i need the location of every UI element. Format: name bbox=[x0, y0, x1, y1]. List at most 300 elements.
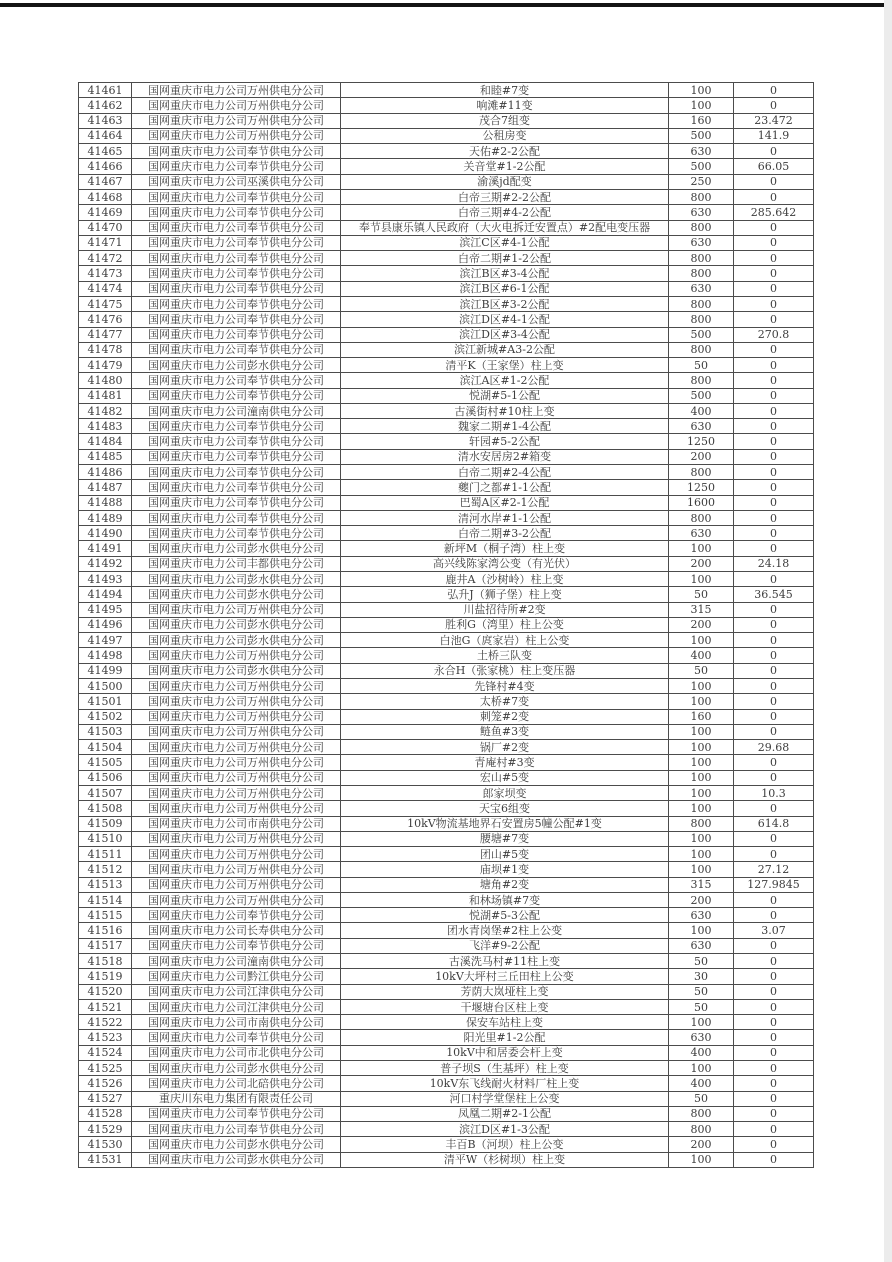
cell-company: 国网重庆市电力公司彭水供电分公司 bbox=[132, 1152, 341, 1167]
cell-value: 0 bbox=[734, 98, 814, 113]
cell-id: 41523 bbox=[79, 1030, 132, 1045]
cell-company: 国网重庆市电力公司万州供电分公司 bbox=[132, 877, 341, 892]
cell-capacity: 100 bbox=[669, 694, 734, 709]
cell-id: 41487 bbox=[79, 480, 132, 495]
cell-capacity: 100 bbox=[669, 785, 734, 800]
cell-id: 41493 bbox=[79, 572, 132, 587]
cell-value: 0 bbox=[734, 709, 814, 724]
cell-company: 国网重庆市电力公司奉节供电分公司 bbox=[132, 296, 341, 311]
cell-value: 23.472 bbox=[734, 113, 814, 128]
cell-company: 国网重庆市电力公司万州供电分公司 bbox=[132, 724, 341, 739]
cell-value: 0 bbox=[734, 694, 814, 709]
cell-company: 国网重庆市电力公司奉节供电分公司 bbox=[132, 1106, 341, 1121]
cell-value: 29.68 bbox=[734, 740, 814, 755]
cell-name: 和睦#7变 bbox=[341, 83, 669, 98]
cell-name: 腰塘#7变 bbox=[341, 831, 669, 846]
cell-value: 0 bbox=[734, 938, 814, 953]
cell-name: 永合H（张家桃）柱上变压器 bbox=[341, 663, 669, 678]
cell-capacity: 200 bbox=[669, 556, 734, 571]
table-row bbox=[79, 510, 814, 525]
cell-capacity: 630 bbox=[669, 144, 734, 159]
cell-value: 0 bbox=[734, 1061, 814, 1076]
cell-name: 滨江D区#1-3公配 bbox=[341, 1122, 669, 1137]
cell-id: 41468 bbox=[79, 189, 132, 204]
page-top-rule bbox=[0, 3, 884, 7]
cell-company: 国网重庆市电力公司彭水供电分公司 bbox=[132, 1137, 341, 1152]
cell-company: 国网重庆市电力公司长寿供电分公司 bbox=[132, 923, 341, 938]
cell-company: 国网重庆市电力公司奉节供电分公司 bbox=[132, 159, 341, 174]
cell-capacity: 315 bbox=[669, 602, 734, 617]
table-row bbox=[79, 892, 814, 907]
cell-company: 国网重庆市电力公司奉节供电分公司 bbox=[132, 526, 341, 541]
cell-id: 41504 bbox=[79, 740, 132, 755]
cell-name: 刺笼#2变 bbox=[341, 709, 669, 724]
table-row bbox=[79, 862, 814, 877]
table-row bbox=[79, 1015, 814, 1030]
table-row bbox=[79, 83, 814, 98]
cell-id: 41517 bbox=[79, 938, 132, 953]
table-row bbox=[79, 1061, 814, 1076]
cell-value: 0 bbox=[734, 1122, 814, 1137]
table-row bbox=[79, 938, 814, 953]
cell-value: 0 bbox=[734, 144, 814, 159]
cell-id: 41483 bbox=[79, 419, 132, 434]
cell-name: 滨江D区#4-1公配 bbox=[341, 312, 669, 327]
cell-company: 国网重庆市电力公司奉节供电分公司 bbox=[132, 1030, 341, 1045]
cell-company: 国网重庆市电力公司市北供电分公司 bbox=[132, 1045, 341, 1060]
cell-company: 国网重庆市电力公司万州供电分公司 bbox=[132, 740, 341, 755]
cell-capacity: 100 bbox=[669, 831, 734, 846]
cell-id: 41505 bbox=[79, 755, 132, 770]
cell-value: 0 bbox=[734, 847, 814, 862]
cell-id: 41503 bbox=[79, 724, 132, 739]
cell-id: 41506 bbox=[79, 770, 132, 785]
cell-id: 41514 bbox=[79, 892, 132, 907]
cell-company: 国网重庆市电力公司黔江供电分公司 bbox=[132, 969, 341, 984]
cell-capacity: 400 bbox=[669, 403, 734, 418]
table-row bbox=[79, 663, 814, 678]
table-row bbox=[79, 694, 814, 709]
table-row bbox=[79, 984, 814, 999]
cell-capacity: 100 bbox=[669, 633, 734, 648]
cell-capacity: 50 bbox=[669, 954, 734, 969]
cell-name: 滨江新城#A3-2公配 bbox=[341, 342, 669, 357]
cell-name: 魏家二期#1-4公配 bbox=[341, 419, 669, 434]
table-row bbox=[79, 709, 814, 724]
cell-id: 41521 bbox=[79, 999, 132, 1014]
cell-capacity: 50 bbox=[669, 1091, 734, 1106]
cell-company: 国网重庆市电力公司奉节供电分公司 bbox=[132, 510, 341, 525]
table-row bbox=[79, 1106, 814, 1121]
cell-capacity: 100 bbox=[669, 862, 734, 877]
cell-id: 41495 bbox=[79, 602, 132, 617]
cell-company: 国网重庆市电力公司市南供电分公司 bbox=[132, 816, 341, 831]
cell-value: 0 bbox=[734, 1152, 814, 1167]
cell-name: 塘角#2变 bbox=[341, 877, 669, 892]
cell-capacity: 630 bbox=[669, 938, 734, 953]
cell-company: 国网重庆市电力公司彭水供电分公司 bbox=[132, 541, 341, 556]
cell-company: 国网重庆市电力公司万州供电分公司 bbox=[132, 847, 341, 862]
cell-value: 0 bbox=[734, 251, 814, 266]
cell-id: 41465 bbox=[79, 144, 132, 159]
cell-capacity: 100 bbox=[669, 83, 734, 98]
cell-name: 弘升J（狮子堡）柱上变 bbox=[341, 587, 669, 602]
cell-company: 国网重庆市电力公司奉节供电分公司 bbox=[132, 434, 341, 449]
cell-id: 41473 bbox=[79, 266, 132, 281]
cell-capacity: 800 bbox=[669, 465, 734, 480]
cell-name: 和林场镇#7变 bbox=[341, 892, 669, 907]
cell-id: 41492 bbox=[79, 556, 132, 571]
cell-name: 白帝二期#2-4公配 bbox=[341, 465, 669, 480]
table-row bbox=[79, 1152, 814, 1167]
cell-company: 国网重庆市电力公司奉节供电分公司 bbox=[132, 312, 341, 327]
table-row bbox=[79, 1122, 814, 1137]
cell-capacity: 100 bbox=[669, 1015, 734, 1030]
cell-value: 0 bbox=[734, 770, 814, 785]
table-row bbox=[79, 434, 814, 449]
table-row bbox=[79, 403, 814, 418]
cell-name: 轩园#5-2公配 bbox=[341, 434, 669, 449]
cell-name: 新坪M（桐子湾）柱上变 bbox=[341, 541, 669, 556]
cell-id: 41524 bbox=[79, 1045, 132, 1060]
cell-id: 41475 bbox=[79, 296, 132, 311]
cell-capacity: 200 bbox=[669, 449, 734, 464]
cell-value: 0 bbox=[734, 83, 814, 98]
table-row bbox=[79, 312, 814, 327]
cell-capacity: 100 bbox=[669, 1061, 734, 1076]
cell-id: 41509 bbox=[79, 816, 132, 831]
cell-id: 41530 bbox=[79, 1137, 132, 1152]
cell-id: 41529 bbox=[79, 1122, 132, 1137]
cell-company: 国网重庆市电力公司奉节供电分公司 bbox=[132, 419, 341, 434]
cell-capacity: 1600 bbox=[669, 495, 734, 510]
table-row bbox=[79, 419, 814, 434]
cell-company: 国网重庆市电力公司彭水供电分公司 bbox=[132, 617, 341, 632]
cell-company: 国网重庆市电力公司奉节供电分公司 bbox=[132, 373, 341, 388]
table-row bbox=[79, 465, 814, 480]
cell-name: 锅厂#2变 bbox=[341, 740, 669, 755]
cell-value: 0 bbox=[734, 541, 814, 556]
cell-company: 国网重庆市电力公司潼南供电分公司 bbox=[132, 403, 341, 418]
cell-name: 胜利G（湾里）柱上公变 bbox=[341, 617, 669, 632]
table-row bbox=[79, 572, 814, 587]
cell-capacity: 800 bbox=[669, 816, 734, 831]
cell-id: 41502 bbox=[79, 709, 132, 724]
cell-capacity: 500 bbox=[669, 388, 734, 403]
cell-name: 白帝二期#3-2公配 bbox=[341, 526, 669, 541]
cell-id: 41482 bbox=[79, 403, 132, 418]
cell-id: 41467 bbox=[79, 174, 132, 189]
cell-name: 河口村学堂堡柱上公变 bbox=[341, 1091, 669, 1106]
cell-company: 国网重庆市电力公司江津供电分公司 bbox=[132, 984, 341, 999]
cell-company: 国网重庆市电力公司万州供电分公司 bbox=[132, 831, 341, 846]
cell-id: 41479 bbox=[79, 358, 132, 373]
cell-company: 国网重庆市电力公司万州供电分公司 bbox=[132, 770, 341, 785]
cell-capacity: 630 bbox=[669, 281, 734, 296]
table-row bbox=[79, 831, 814, 846]
cell-value: 0 bbox=[734, 892, 814, 907]
cell-id: 41516 bbox=[79, 923, 132, 938]
cell-value: 0 bbox=[734, 373, 814, 388]
cell-value: 0 bbox=[734, 1045, 814, 1060]
table-row bbox=[79, 740, 814, 755]
cell-value: 0 bbox=[734, 235, 814, 250]
table-row bbox=[79, 220, 814, 235]
cell-company: 国网重庆市电力公司彭水供电分公司 bbox=[132, 572, 341, 587]
cell-capacity: 50 bbox=[669, 999, 734, 1014]
cell-name: 白帝三期#2-2公配 bbox=[341, 189, 669, 204]
cell-name: 滨江B区#3-2公配 bbox=[341, 296, 669, 311]
table-row bbox=[79, 251, 814, 266]
cell-value: 0 bbox=[734, 1137, 814, 1152]
table-row bbox=[79, 816, 814, 831]
cell-id: 41470 bbox=[79, 220, 132, 235]
cell-capacity: 800 bbox=[669, 296, 734, 311]
cell-value: 0 bbox=[734, 801, 814, 816]
cell-value: 66.05 bbox=[734, 159, 814, 174]
table-row bbox=[79, 342, 814, 357]
cell-name: 清河水岸#1-1公配 bbox=[341, 510, 669, 525]
table-row bbox=[79, 587, 814, 602]
cell-name: 天佑#2-2公配 bbox=[341, 144, 669, 159]
cell-value: 0 bbox=[734, 617, 814, 632]
cell-name: 滨江B区#6-1公配 bbox=[341, 281, 669, 296]
cell-value: 0 bbox=[734, 388, 814, 403]
table-row bbox=[79, 801, 814, 816]
cell-company: 国网重庆市电力公司巫溪供电分公司 bbox=[132, 174, 341, 189]
cell-value: 3.07 bbox=[734, 923, 814, 938]
table-row bbox=[79, 235, 814, 250]
cell-id: 41520 bbox=[79, 984, 132, 999]
cell-name: 鹿井A（沙树岭）柱上变 bbox=[341, 572, 669, 587]
cell-id: 41489 bbox=[79, 510, 132, 525]
cell-value: 0 bbox=[734, 908, 814, 923]
table-row bbox=[79, 648, 814, 663]
cell-company: 国网重庆市电力公司奉节供电分公司 bbox=[132, 342, 341, 357]
cell-value: 0 bbox=[734, 831, 814, 846]
cell-id: 41478 bbox=[79, 342, 132, 357]
cell-company: 国网重庆市电力公司万州供电分公司 bbox=[132, 83, 341, 98]
cell-name: 滨江C区#4-1公配 bbox=[341, 235, 669, 250]
cell-value: 0 bbox=[734, 434, 814, 449]
cell-company: 国网重庆市电力公司奉节供电分公司 bbox=[132, 495, 341, 510]
cell-name: 高兴线陈家湾公变（有光伏） bbox=[341, 556, 669, 571]
cell-id: 41526 bbox=[79, 1076, 132, 1091]
cell-capacity: 50 bbox=[669, 358, 734, 373]
cell-value: 0 bbox=[734, 1091, 814, 1106]
cell-capacity: 50 bbox=[669, 984, 734, 999]
table-row bbox=[79, 296, 814, 311]
table-row bbox=[79, 724, 814, 739]
table-row bbox=[79, 480, 814, 495]
cell-capacity: 800 bbox=[669, 1122, 734, 1137]
cell-company: 国网重庆市电力公司万州供电分公司 bbox=[132, 755, 341, 770]
table-row bbox=[79, 770, 814, 785]
table-row bbox=[79, 617, 814, 632]
cell-name: 白帝三期#4-2公配 bbox=[341, 205, 669, 220]
cell-value: 0 bbox=[734, 296, 814, 311]
table-row bbox=[79, 1045, 814, 1060]
cell-capacity: 800 bbox=[669, 342, 734, 357]
cell-company: 国网重庆市电力公司奉节供电分公司 bbox=[132, 266, 341, 281]
cell-capacity: 400 bbox=[669, 1045, 734, 1060]
cell-name: 奉节县康乐镇人民政府（大火电拆迁安置点）#2配电变压器 bbox=[341, 220, 669, 235]
cell-value: 0 bbox=[734, 633, 814, 648]
cell-name: 太桥#7变 bbox=[341, 694, 669, 709]
table-row bbox=[79, 755, 814, 770]
table-body bbox=[79, 83, 814, 1168]
cell-capacity: 800 bbox=[669, 266, 734, 281]
cell-name: 关音堂#1-2公配 bbox=[341, 159, 669, 174]
cell-name: 团水青岗堡#2柱上公变 bbox=[341, 923, 669, 938]
table-row bbox=[79, 98, 814, 113]
table-row bbox=[79, 602, 814, 617]
cell-id: 41510 bbox=[79, 831, 132, 846]
cell-name: 滨江D区#3-4公配 bbox=[341, 327, 669, 342]
cell-name: 天宝6组变 bbox=[341, 801, 669, 816]
cell-company: 国网重庆市电力公司万州供电分公司 bbox=[132, 113, 341, 128]
cell-company: 国网重庆市电力公司奉节供电分公司 bbox=[132, 251, 341, 266]
cell-name: 古溪街村#10柱上变 bbox=[341, 403, 669, 418]
table-row bbox=[79, 327, 814, 342]
cell-name: 飞洋#9-2公配 bbox=[341, 938, 669, 953]
cell-capacity: 800 bbox=[669, 373, 734, 388]
table-row bbox=[79, 449, 814, 464]
cell-company: 国网重庆市电力公司奉节供电分公司 bbox=[132, 449, 341, 464]
cell-capacity: 800 bbox=[669, 312, 734, 327]
cell-name: 郎家坝变 bbox=[341, 785, 669, 800]
cell-company: 国网重庆市电力公司奉节供电分公司 bbox=[132, 327, 341, 342]
cell-value: 0 bbox=[734, 526, 814, 541]
cell-value: 0 bbox=[734, 510, 814, 525]
cell-capacity: 100 bbox=[669, 1152, 734, 1167]
table-row bbox=[79, 189, 814, 204]
cell-capacity: 100 bbox=[669, 755, 734, 770]
cell-value: 0 bbox=[734, 1076, 814, 1091]
table-row bbox=[79, 633, 814, 648]
cell-capacity: 800 bbox=[669, 251, 734, 266]
table-row bbox=[79, 113, 814, 128]
cell-id: 41512 bbox=[79, 862, 132, 877]
cell-id: 41474 bbox=[79, 281, 132, 296]
table-row bbox=[79, 541, 814, 556]
cell-capacity: 800 bbox=[669, 220, 734, 235]
cell-capacity: 160 bbox=[669, 113, 734, 128]
cell-value: 141.9 bbox=[734, 128, 814, 143]
cell-capacity: 200 bbox=[669, 617, 734, 632]
cell-company: 国网重庆市电力公司奉节供电分公司 bbox=[132, 938, 341, 953]
cell-id: 41481 bbox=[79, 388, 132, 403]
cell-name: 清平K（王家堡）柱上变 bbox=[341, 358, 669, 373]
cell-value: 285.642 bbox=[734, 205, 814, 220]
cell-id: 41462 bbox=[79, 98, 132, 113]
cell-company: 国网重庆市电力公司万州供电分公司 bbox=[132, 709, 341, 724]
table-row bbox=[79, 999, 814, 1014]
cell-name: 悦湖#5-3公配 bbox=[341, 908, 669, 923]
cell-value: 24.18 bbox=[734, 556, 814, 571]
cell-id: 41472 bbox=[79, 251, 132, 266]
cell-company: 国网重庆市电力公司奉节供电分公司 bbox=[132, 1122, 341, 1137]
cell-name: 古溪洗马村#11柱上变 bbox=[341, 954, 669, 969]
cell-value: 0 bbox=[734, 449, 814, 464]
cell-name: 夔门之都#1-1公配 bbox=[341, 480, 669, 495]
cell-company: 国网重庆市电力公司彭水供电分公司 bbox=[132, 1061, 341, 1076]
cell-capacity: 50 bbox=[669, 663, 734, 678]
cell-id: 41463 bbox=[79, 113, 132, 128]
table-row bbox=[79, 526, 814, 541]
table-row bbox=[79, 205, 814, 220]
cell-name: 巴蜀A区#2-1公配 bbox=[341, 495, 669, 510]
cell-company: 国网重庆市电力公司彭水供电分公司 bbox=[132, 663, 341, 678]
cell-id: 41522 bbox=[79, 1015, 132, 1030]
cell-name: 10kV东飞线耐火材料厂柱上变 bbox=[341, 1076, 669, 1091]
table-row bbox=[79, 144, 814, 159]
table-row bbox=[79, 954, 814, 969]
cell-capacity: 100 bbox=[669, 847, 734, 862]
cell-name: 保安车站柱上变 bbox=[341, 1015, 669, 1030]
cell-value: 0 bbox=[734, 648, 814, 663]
cell-id: 41501 bbox=[79, 694, 132, 709]
page-right-edge bbox=[884, 0, 892, 1262]
cell-id: 41498 bbox=[79, 648, 132, 663]
cell-id: 41508 bbox=[79, 801, 132, 816]
table-row bbox=[79, 495, 814, 510]
cell-value: 0 bbox=[734, 465, 814, 480]
table-row bbox=[79, 923, 814, 938]
cell-company: 国网重庆市电力公司万州供电分公司 bbox=[132, 648, 341, 663]
cell-capacity: 100 bbox=[669, 98, 734, 113]
cell-name: 10kV中和居委会杆上变 bbox=[341, 1045, 669, 1060]
cell-value: 27.12 bbox=[734, 862, 814, 877]
cell-capacity: 100 bbox=[669, 572, 734, 587]
cell-id: 41513 bbox=[79, 877, 132, 892]
cell-capacity: 160 bbox=[669, 709, 734, 724]
cell-id: 41525 bbox=[79, 1061, 132, 1076]
cell-capacity: 500 bbox=[669, 327, 734, 342]
cell-value: 36.545 bbox=[734, 587, 814, 602]
transformer-table bbox=[78, 82, 814, 1168]
cell-value: 0 bbox=[734, 1030, 814, 1045]
cell-name: 宏山#5变 bbox=[341, 770, 669, 785]
cell-value: 0 bbox=[734, 755, 814, 770]
cell-name: 茂合7组变 bbox=[341, 113, 669, 128]
cell-capacity: 630 bbox=[669, 1030, 734, 1045]
table-row bbox=[79, 281, 814, 296]
cell-id: 41497 bbox=[79, 633, 132, 648]
cell-value: 0 bbox=[734, 984, 814, 999]
cell-name: 鲢鱼#3变 bbox=[341, 724, 669, 739]
table-row bbox=[79, 1137, 814, 1152]
cell-name: 普子坝S（生基坪）柱上变 bbox=[341, 1061, 669, 1076]
cell-company: 国网重庆市电力公司彭水供电分公司 bbox=[132, 633, 341, 648]
cell-capacity: 200 bbox=[669, 892, 734, 907]
cell-id: 41518 bbox=[79, 954, 132, 969]
cell-company: 国网重庆市电力公司奉节供电分公司 bbox=[132, 465, 341, 480]
cell-company: 国网重庆市电力公司奉节供电分公司 bbox=[132, 480, 341, 495]
cell-capacity: 800 bbox=[669, 189, 734, 204]
cell-name: 10kV大坪村三丘田柱上公变 bbox=[341, 969, 669, 984]
cell-capacity: 400 bbox=[669, 1076, 734, 1091]
cell-id: 41476 bbox=[79, 312, 132, 327]
cell-value: 0 bbox=[734, 602, 814, 617]
table-row bbox=[79, 678, 814, 693]
cell-name: 丰百B（河坝）柱上公变 bbox=[341, 1137, 669, 1152]
cell-id: 41480 bbox=[79, 373, 132, 388]
cell-name: 滨江A区#1-2公配 bbox=[341, 373, 669, 388]
cell-id: 41485 bbox=[79, 449, 132, 464]
table-row bbox=[79, 266, 814, 281]
cell-id: 41519 bbox=[79, 969, 132, 984]
